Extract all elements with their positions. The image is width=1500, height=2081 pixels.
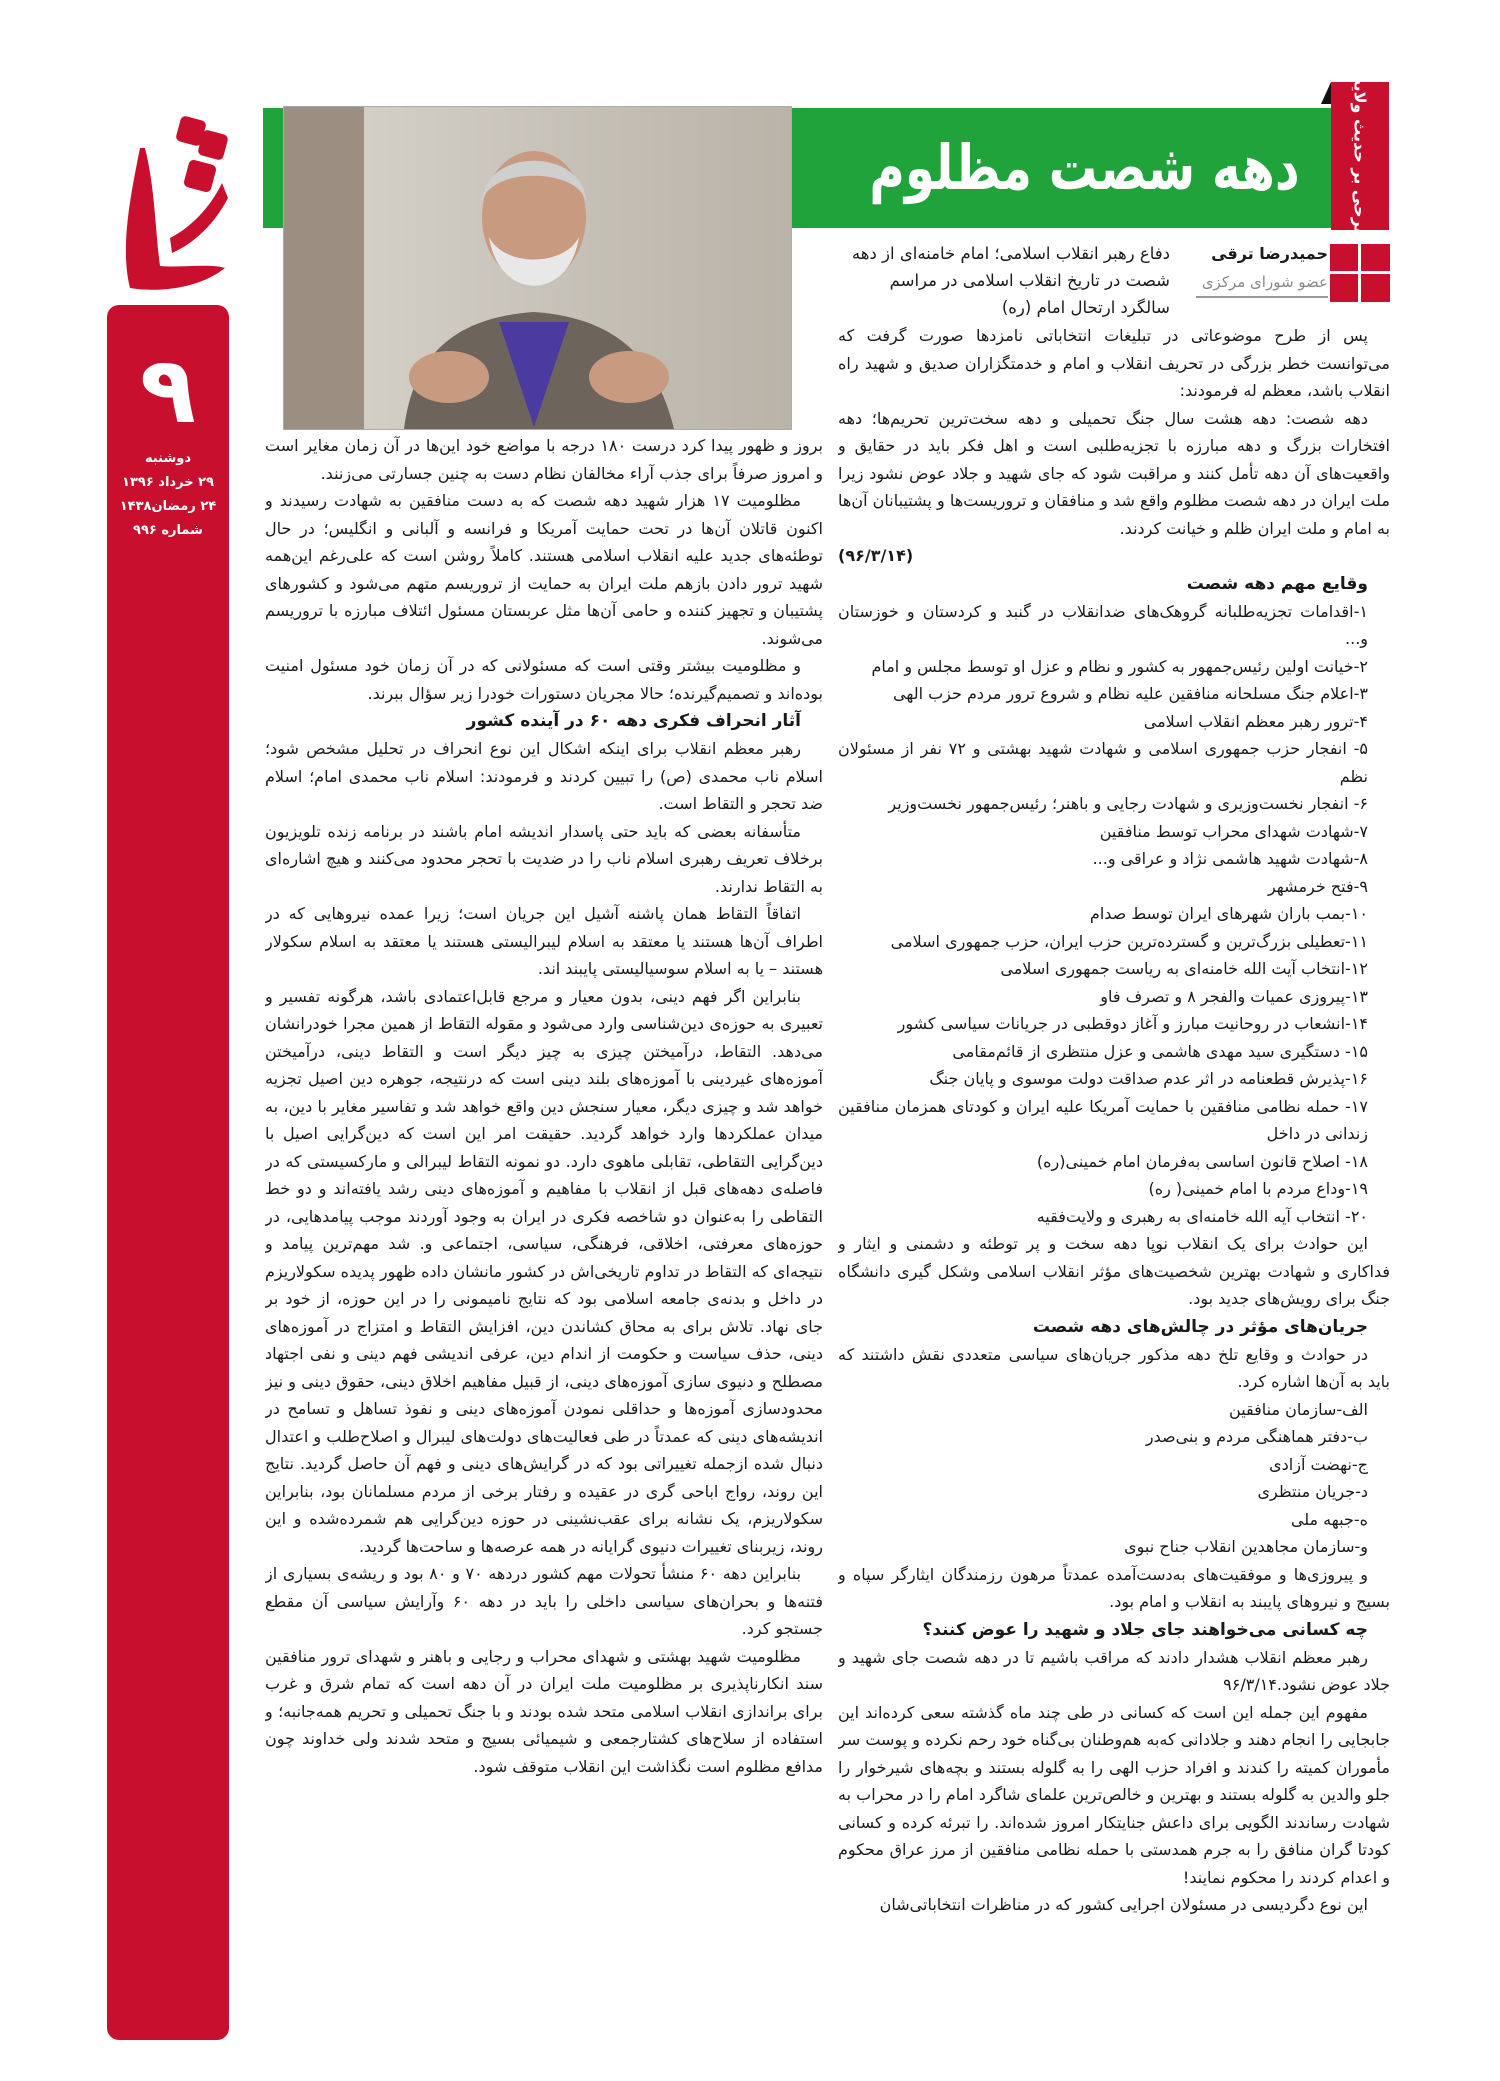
list-item: ۱۵- دستگیری سید مهدی هاشمی و عزل منتظری از قائم‌مقامی bbox=[952, 1041, 1368, 1061]
section-tag-label: شرحی بر حدیث ولایت bbox=[1350, 68, 1370, 244]
list-item: ۱۲-انتخاب آیت الله خامنه‌ای به ریاست جمهوری اسلامی bbox=[1000, 959, 1368, 978]
list-item: ۱۰-بمب باران شهرهای ایران توسط صدام bbox=[1089, 904, 1368, 923]
paragraph: این حوادث برای یک انقلاب نوپا دهه سخت و پر توطئه و دشمنی و ایثار و فداکاری و شهادت بهترین شخصیت‌های مؤثر انقلاب اسلامی وشکل گیری دانشگاه جنگ برای رویش‌های جدید بود. bbox=[838, 1234, 1390, 1308]
list-item: ه-جبهه ملی bbox=[1290, 1509, 1368, 1529]
publication-logo bbox=[100, 88, 240, 298]
list-item: الف-سازمان منافقین bbox=[1229, 1399, 1368, 1419]
issue-number: شماره ۹۹۶ bbox=[133, 523, 203, 538]
list-item: ۱۸- اصلاح قانون اساسی به‌فرمان امام خمینی(ره) bbox=[1036, 1151, 1368, 1171]
list-item: ۱۹-وداع مردم با امام خمینی( ره) bbox=[1148, 1179, 1368, 1198]
paragraph: مفهوم این جمله این است که کسانی در طی چند ماه گذشته سعی کرده‌اند این جابجایی را انجام دهند و جلادانی که‌به هم‌وطنان بی‌گناه خود رحم نکرده و پوست سر مأموران کمیته را کندند و افراد حزب الهی را به گلوله بستند و بچه‌های شیرخوار را جلو والدین به گلوله بستند و بهترین و خالص‌ترین علمای شاگرد امام را در محراب به شهادت رساندند الگویی برای داعش جنایتکار امروز شده‌اند. را تبرئه کرده و کسانی کودتا گران منافق را به جرم همدستی با حمله نظامی منافقین از مرز عراق محکوم و اعدام کردند را محکوم نمایند! bbox=[838, 1702, 1390, 1887]
section-tag bbox=[1331, 68, 1389, 244]
list-item: ۱۱-تعطیلی بزرگ‌ترین و گسترده‌ترین حزب ایران، حزب جمهوری اسلامی bbox=[890, 931, 1368, 951]
author-photo bbox=[283, 106, 792, 430]
article-lead: دفاع رهبر انقلاب اسلامی؛ امام خامنه‌ای از دهه شصت در تاریخ انقلاب اسلامی در مراسم سالگرد ارتحال امام (ره) bbox=[851, 244, 1170, 317]
list-item: ب-دفتر هماهنگی مردم و بنی‌صدر bbox=[1145, 1427, 1368, 1446]
list-item: ۱۴-انشعاب در روحانیت مبارز و آغاز دوقطبی در جریانات سیاسی کشور bbox=[897, 1014, 1368, 1033]
list-item: ۳-اعلام جنگ مسلحانه منافقین علیه نظام و شروع ترور مردم حزب الهی bbox=[892, 684, 1368, 703]
paragraph: رهبر معظم انقلاب برای اینکه اشکال این نوع انحراف در تحلیل مشخص شود؛ اسلام ناب محمدی (ص) را تبیین کردند و فرمودند: اسلام ناب محمدی امام؛ اسلام ضد تحجر و التقاط است. bbox=[265, 739, 823, 813]
paragraph: در حوادث و وقایع تلخ دهه مذکور جریان‌های سیاسی متعددی نقش داشتند که باید به آن‌ها اشاره کرد. bbox=[838, 1344, 1390, 1391]
right-column bbox=[838, 322, 1390, 2002]
author-role: عضو شورای مرکزی bbox=[1196, 268, 1328, 298]
section-heading: آثار انحراف فکری دهه ۶۰ در آینده کشور bbox=[466, 711, 801, 731]
section-heading: وقایع مهم دهه شصت bbox=[1186, 573, 1368, 594]
list-item: ج-نهضت آزادی bbox=[1269, 1454, 1368, 1474]
list-item: ۷-شهادت شهدای محراب توسط منافقین bbox=[1099, 821, 1368, 841]
paragraph: بروز و ظهور پیدا کرد درست ۱۸۰ درجه با مواضع خود این‌ها در آن زمان مغایر است و امروز صرفاً برای جذب آراء مخالفان نظام دست به چنین جسارتی می‌زنند. bbox=[265, 436, 823, 483]
list-item: د-جریان منتظری bbox=[1257, 1482, 1368, 1501]
author-name: حمیدرضا ترقی bbox=[1211, 244, 1328, 263]
tag-corner bbox=[1321, 82, 1331, 104]
lunar-date: ۲۴ رمضان۱۴۳۸ bbox=[119, 499, 217, 514]
list-item: ۴-ترور رهبر معظم انقلاب اسلامی bbox=[1143, 711, 1368, 731]
list-item: ۶- انفجار نخست‌وزیری و شهادت رجایی و باهنر؛ رئیس‌جمهور نخست‌وزیر bbox=[888, 794, 1368, 813]
list-item: ۱۶-پذیرش قطعنامه در اثر عدم صداقت دولت موسوی و پایان جنگ bbox=[929, 1069, 1368, 1088]
list-item: ۲۰- انتخاب آیه الله خامنه‌ای به رهبری و ولایت‌فقیه bbox=[1036, 1206, 1368, 1226]
paragraph: و مظلومیت بیشتر وقتی است که مسئولانی که در آن زمان خود مسئول امنیت بوده‌اند و تصمیم‌گیرنده؛ حالا مجریان دستورات خودرا زیر سؤال ببرند. bbox=[265, 656, 823, 703]
section-heading: چه کسانی می‌خواهند جای جلاد و شهید را عوض کنند؟ bbox=[922, 1619, 1368, 1640]
paragraph: و پیروزی‌ها و موفقیت‌های به‌دست‌آمده عمدتاً مرهون رزمندگان ایثارگر سپاه و بسیج و نیروهای پایبند به انقلاب و امام بود. bbox=[838, 1564, 1390, 1611]
paragraph: این نوع دگردیسی در مسئولان اجرایی کشور که در مناظرات انتخاباتی‌شان bbox=[879, 1895, 1368, 1914]
section-heading: جریان‌های مؤثر در چالش‌های دهه شصت bbox=[1032, 1316, 1368, 1337]
page-number: ۹ bbox=[139, 337, 197, 444]
paragraph: رهبر معظم انقلاب هشدار دادند که مراقب باشیم تا در دهه شصت جای شهید و جلاد عوض نشود.۹۶/۳/۱۴ bbox=[838, 1647, 1390, 1694]
list-item: ۸-شهادت شهید هاشمی نژاد و عراقی و... bbox=[1092, 849, 1368, 868]
paragraph: مظلومیت شهید بهشتی و شهدای محراب و رجایی و باهنر و شهدای ترور منافقین سند انکارناپذیری بر مظلومیت ملت ایران در آن دهه است که تمام شرق و غرب برای براندازی انقلاب اسلامی متحد شده بودند و با جنگ تحمیلی و تحریم همه‌جانبه؛ و استفاده از سلاح‌های کشتارجمعی و شیمیائی بسیج و متحد شدند ولی خداوند چون مدافع مظلوم است نگذاشت این انقلاب متوقف شود. bbox=[265, 1646, 823, 1776]
paragraph: بنابراین دهه ۶۰ منشأ تحولات مهم کشور دردهه ۷۰ و ۸۰ بود و ریشه‌ی بسیاری از فتنه‌ها و بحران‌های سیاسی داخلی را باید در دهه ۶۰ وآرایش سیاسی آن مقطع جستجو کرد. bbox=[265, 1564, 823, 1638]
weekday: دوشنبه bbox=[144, 451, 192, 466]
quote-date: (۹۶/۳/۱۴) bbox=[838, 546, 914, 565]
list-item: ۱۷- حمله نظامی منافقین با حمایت آمریکا علیه ایران و کودتای همزمان منافقین زندانی در داخل bbox=[838, 1096, 1368, 1143]
paragraph: بنابراین اگر فهم دینی، بدون معیار و مرجع قابل‌اعتمادی باشد، هرگونه تفسیر و تعبیری به حوزه‌ی دین‌شناسی وارد می‌شود و مقوله التقاط از همین مجرا خودرانشان می‌دهد. التقاط، درآمیختن چیزی به چیز دیگر است و التقاط دینی، درآمیختن آموزه‌های غیردینی با آموزه‌های بلند دینی است که درنتیجه، جوهره دین اصیل تجزیه خواهد شد و چیزی دیگر، معیار سنجش دین واقع خواهد شد و تفاسیر مغایر با دین، به میدان عملکردها وارد خواهد گردید. حقیقت امر این است که دین‌گرایی اصیل با دین‌گرایی التقاطی، تقابلی ماهوی دارد. دو نمونه التقاط لیبرالی و مارکسیستی که در فاصله‌ی دهه‌های قبل از انقلاب با مفاهیم و آموزه‌های دینی رشد یافته‌اند و دو خط التقاطی را به‌عنوان دو شاخصه فکری در ایران به وجود آوردند موجب پیامدهایی، در حوزه‌های معرفتی، اخلاقی، فرهنگی، سیاسی، اجتماعی و. شد مهم‌ترین پیامد و نتیجه‌ای که التقاط در تداوم تاریخی‌اش در کشور مانشان داده ظهور پدیده سکولاریزم در داخل و بدنه‌ی جامعه اسلامی بود که نتایج نامیمونی را در این حوزه، از خود بر جای نهاد. تلاش برای به محاق کشاندن دین، افزایش التقاط و امتزاج در آموزه‌های دینی، حذف سیاست و حکومت از اندام دین، عرفی اندیشی فهم دینی و نفی اجتهاد مصطلح و دنیوی سازی آموزه‌های دینی، از قبیل مفاهیم اخلاق دینی، حقوق دینی و نیز محدودسازی آموزه‌ها و حداقلی نمودن آموزه‌های دینی و نفوذ تساهل و تسامح در اندیشه‌های دینی که عمدتاً در طی فعالیت‌های دولت‌های لیبرال و اصلاح‌طلب و اعتدال دنبال شده ازجمله تغییراتی بود که در گرایش‌های دینی و فهم آن حاصل گردید. نتایج این روند، رواج اباحی گری در عقیده و رفتار برخی از مردم مسلمانان بود، بنابراین سکولاریزم، یک نشانه برای عقب‌نشینی در حوزه دین‌گرایی هم شمرده‌شده و این روند، زیربنای تغییرات دنیوی گرایانه در همه عرصه‌ها و ساحت‌ها گردید. bbox=[265, 986, 823, 1556]
list-item: ۹-فتح خرمشهر bbox=[1267, 876, 1368, 896]
solar-date: ۲۹ خرداد ۱۳۹۶ bbox=[122, 475, 214, 490]
paragraph: پس از طرح موضوعاتی در تبلیغات انتخاباتی نامزدها صورت گرفت که می‌توانست خطر بزرگی در تحریف انقلاب و امام و خدمتگزاران صدیق و شهید راه انقلاب باشد، معظم له فرمودند: bbox=[838, 326, 1390, 400]
list-item: و-سازمان مجاهدین انقلاب جناح نبوی bbox=[1124, 1537, 1368, 1556]
author-squares-icon bbox=[1330, 244, 1390, 302]
issue-info-sidebar bbox=[107, 305, 229, 2040]
paragraph: مظلومیت ۱۷ هزار شهید دهه شصت که به دست منافقین به شهادت رسیدند و اکنون قاتلان آن‌ها در تحت حمایت آمریکا و فرانسه و آلبانی و انگلیس؛ در حال توطئه‌های جدید علیه انقلاب اسلامی هستند. کاملاً روشن است که علی‌رغم این‌همه شهید ترور دادن بازهم ملت ایران به حمایت از تروریسم متهم می‌شود و کشورهای پشتیبان و تجهیز کننده و حامی آن‌ها مثل عربستان مسئول ائتلاف مبارزه با تروریسم می‌شوند. bbox=[265, 491, 823, 648]
left-column bbox=[265, 432, 823, 1992]
paragraph: اتفاقاً التقاط همان پاشنه آشیل این جریان است؛ زیرا عمده نیروهایی که در اطراف آن‌ها هستند یا معتقد به اسلام لیبرالیستی هستند یا معتقد به اسلام سکولار هستند – یا به اسلام سوسیالیستی پایبند اند. bbox=[265, 904, 823, 978]
paragraph: متأسفانه بعضی که باید حتی پاسدار اندیشه امام باشند در برنامه زنده تلویزیون برخلاف تعریف رهبری اسلام ناب را در ضدیت با تحجر محدود می‌کنند و هیچ اشاره‌ای به التقاط ندارند. bbox=[265, 821, 823, 896]
list-item: ۵- انفجار حزب جمهوری اسلامی و شهادت شهید بهشتی و ۷۲ نفر از مسئولان نظم bbox=[838, 739, 1368, 786]
author-byline bbox=[1196, 240, 1328, 298]
paragraph: دهه شصت: دهه هشت سال جنگ تحمیلی و دهه سخت‌ترین تحریم‌ها؛ دهه افتخارات بزرگ و دهه مبارزه با تجزیه‌طلبی است و اهل فکر باید در حقایق و واقعیت‌های آن دهه تأمل کنند و مراقبت شود که جای شهید و جلاد عوض نشود زیرا ملت ایران در دهه شصت مظلوم واقع شد و منافقان و تروریست‌ها و پشتیبانان آن‌ها به امام و ملت ایران ظلم و خیانت کردند. bbox=[838, 408, 1390, 538]
list-item: ۱۳-پیروزی عمیات والفجر ۸ و تصرف فاو bbox=[1100, 986, 1368, 1006]
list-item: ۲-خیانت اولین رئیس‌جمهور به کشور و نظام و عزل او توسط مجلس و امام bbox=[871, 656, 1368, 676]
page-title: دهه شصت مظلوم bbox=[869, 131, 1300, 204]
list-item: ۱-اقدامات تجزیه‌طلبانه گروهک‌های ضدانقلاب در گنبد و کردستان و خوزستان و... bbox=[838, 601, 1368, 648]
